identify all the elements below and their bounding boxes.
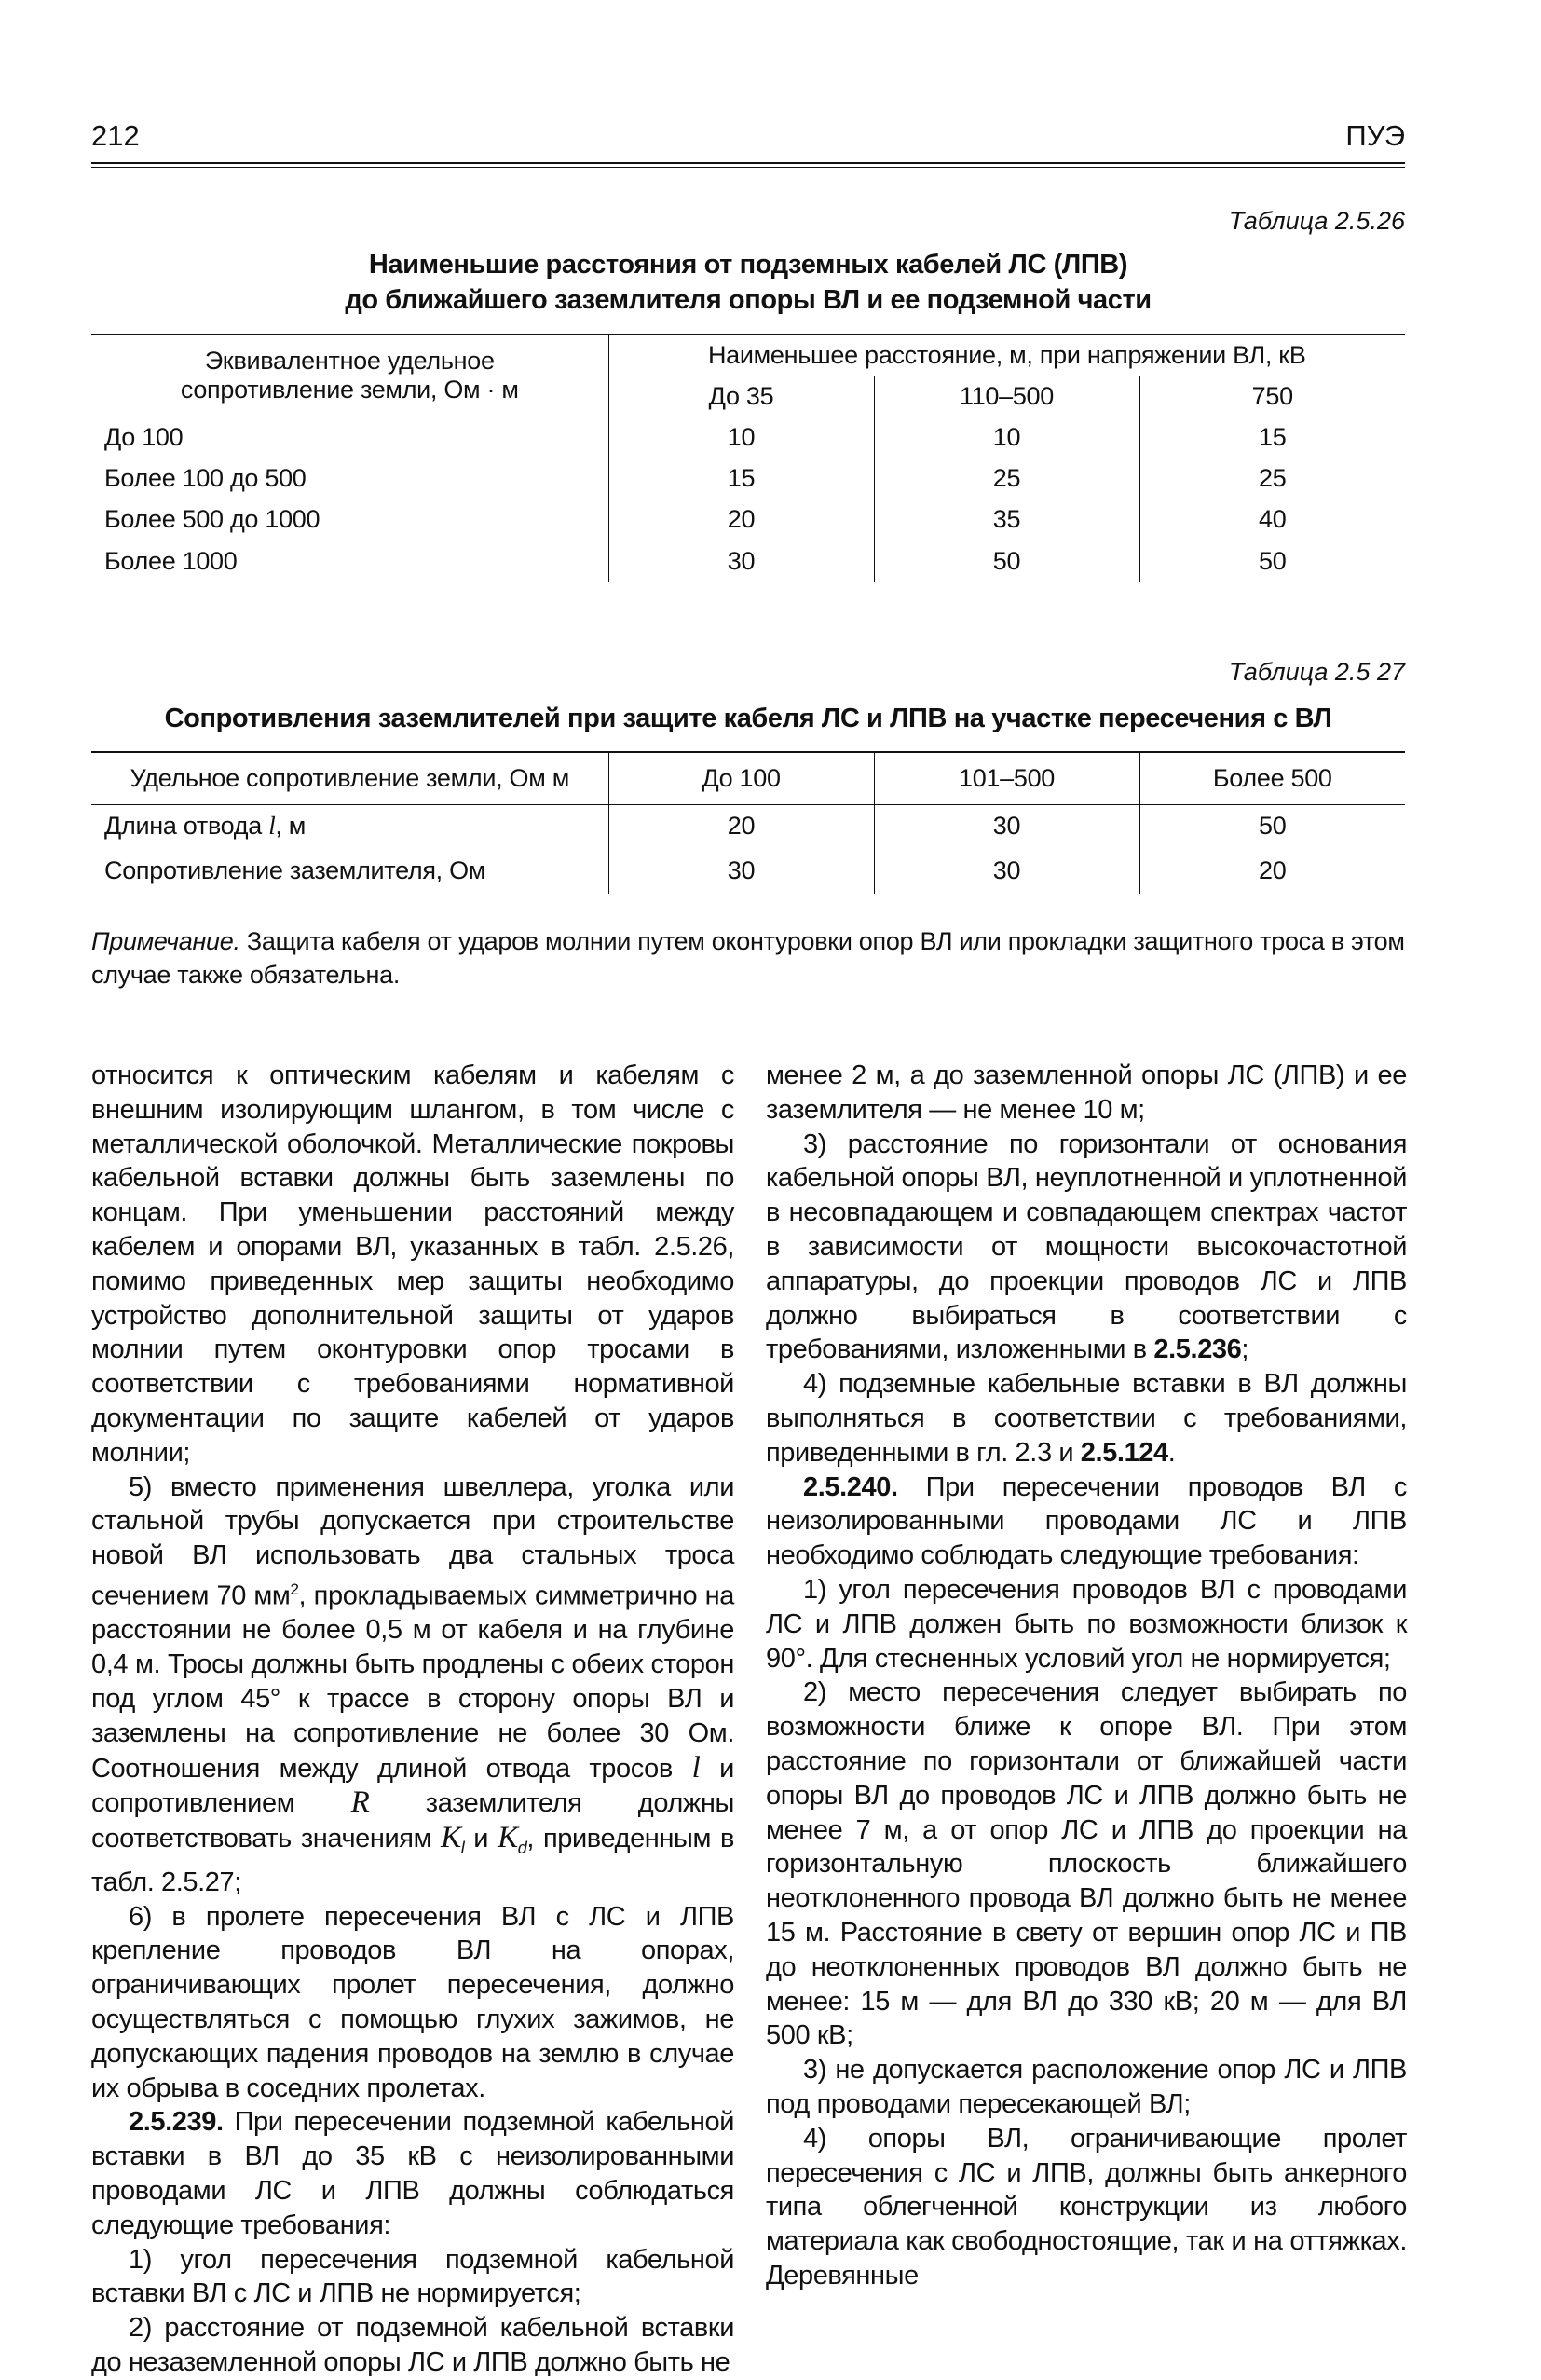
paragraph: 1) угол пересечения подземной кабельной вставки ВЛ с ЛС и ЛПВ не нормируется;	[91, 2244, 734, 2309]
column-header: 750	[1139, 376, 1405, 417]
paragraph: 2) расстояние от подземной кабельной вставки до незаземленной опоры ЛС и ЛПВ должно быть не	[91, 2313, 734, 2377]
row-label: Сопротивление заземлителя, Ом	[104, 855, 486, 884]
table-cell: 20	[608, 804, 874, 847]
paragraph	[766, 1128, 1407, 1368]
row-label: Более 100 до 500	[104, 463, 307, 492]
table-cell: 30	[874, 804, 1139, 847]
table-title	[91, 247, 1405, 318]
table-cell: 20	[1139, 847, 1405, 894]
table-cell: 25	[874, 458, 1139, 499]
column-header-line: Эквивалентное удельное	[204, 347, 495, 376]
row-label-unit: , м	[275, 811, 307, 840]
column-header: 110–500	[874, 376, 1139, 417]
text-run: 5) вместо применения швеллера, уголка или стальной трубы допускается при строительстве новой ВЛ использовать два стальных троса сечением 70 мм	[91, 1471, 734, 1611]
subscript: l	[460, 1838, 465, 1857]
paragraph: 2) место пересечения следует выбирать по возможности ближе к опоре ВЛ. При этом расстояние по горизонтали от ближайшей части опоры ВЛ до проводов ЛС и ЛПВ должно быть не менее 7 м, а от опор ЛС и ЛПВ до проекции на горизонтальную плоскость ближайшего неотклоненного провода ВЛ должно быть не менее 15 м. Расстояние в свету от вершин опор ЛС и ПВ до неотклоненных проводов ВЛ должно быть не менее: 15 м — для ВЛ до 330 кВ; 20 м — для ВЛ 500 кВ;	[766, 1677, 1407, 2051]
row-label	[91, 804, 608, 847]
table-cell: 50	[874, 540, 1139, 582]
table-row	[91, 847, 1405, 894]
column-header: Удельное сопротивление земли, Ом м	[91, 752, 608, 804]
paragraph	[91, 1470, 734, 1900]
row-label: До 100	[104, 422, 184, 451]
table-title: Сопротивления заземлителей при защите кабеля ЛС и ЛПВ на участке пересечения с ВЛ	[164, 704, 1332, 733]
page-header	[91, 119, 1405, 162]
note-text: Защита кабеля от ударов молнии путем оконтуровки опор ВЛ или прокладки защитного троса в этом случае также обязательна.	[91, 927, 1405, 989]
paragraph: менее 2 м, а до заземленной опоры ЛС (ЛПВ) и ее заземлителя — не менее 10 м;	[766, 1060, 1407, 1125]
column-header	[91, 335, 608, 417]
table-min-distances	[91, 334, 1405, 582]
column-group-header: Наименьшее расстояние, м, при напряжении ВЛ, кВ	[608, 335, 1405, 376]
variable-symbol: R	[350, 1785, 370, 1820]
text-run: , приведенным в табл. 2.5.27;	[91, 1824, 734, 1897]
book-title: ПУЭ	[1345, 119, 1405, 152]
page-number: 212	[91, 119, 140, 152]
column-header: До 35	[608, 376, 874, 417]
table-row	[91, 804, 1405, 847]
column-header-line: сопротивление земли, Ом · м	[180, 376, 519, 404]
table-cell: 50	[1139, 804, 1405, 847]
text-run: При пересечении проводов ВЛ с неизолированными проводами ЛС и ЛПВ необходимо соблюдать следующие требования:	[766, 1471, 1407, 1571]
clause-number: 2.5.240.	[803, 1471, 898, 1502]
variable-symbol: l	[268, 811, 276, 840]
clause-number: 2.5.239.	[129, 2107, 224, 2138]
text-run: заземлителя должны соответствовать значениям	[91, 1788, 734, 1854]
table-row	[91, 499, 1405, 540]
column-header: Более 500	[1139, 752, 1405, 804]
table-cell: 20	[608, 499, 874, 540]
header-rule-thin	[91, 167, 1405, 168]
table-cell: 25	[1139, 458, 1405, 499]
row-label-text: Длина отвода	[104, 811, 269, 840]
subscript: d	[517, 1838, 527, 1857]
table-cell: 40	[1139, 499, 1405, 540]
table-cell: 15	[608, 458, 874, 499]
table-cell: 30	[874, 847, 1139, 894]
clause-reference: 2.5.124	[1080, 1437, 1168, 1468]
table-row	[91, 540, 1405, 582]
paragraph	[766, 1367, 1407, 1470]
variable-symbol: l	[691, 1750, 701, 1785]
text-run: и сопротивлением	[91, 1753, 734, 1819]
table-ground-resistance	[91, 751, 1405, 894]
table-cell: 50	[1139, 540, 1405, 582]
paragraph	[766, 1470, 1407, 1573]
table-row	[91, 458, 1405, 499]
clause-reference: 2.5.236	[1153, 1334, 1242, 1365]
table-label: Таблица 2.5 27	[1228, 658, 1405, 686]
paragraph	[91, 2105, 734, 2242]
table-title-line: до ближайшего заземлителя опоры ВЛ и ее подземной части	[345, 285, 1152, 315]
paragraph: 1) угол пересечения проводов ВЛ с проводами ЛС и ЛПВ должен быть по возможности близок к 90°. Для стесненных условий угол не нормируется;	[766, 1574, 1407, 1674]
variable-symbol: K	[441, 1821, 461, 1855]
text-run: 3) расстояние по горизонтали от основания кабельной опоры ВЛ, неуплотненной и уплотненной в несовпадающем и совпадающем спектрах частот в зависимости от мощности высокочастотной аппаратуры, до проекции проводов ЛС и ЛПВ должно выбираться в соответствии с требованиями, изложенными в	[766, 1128, 1407, 1365]
table-cell: 30	[608, 540, 874, 582]
column-header: 101–500	[874, 752, 1139, 804]
row-label: Более 1000	[104, 546, 238, 575]
text-run: 4) подземные кабельные вставки в ВЛ должны выполняться в соответствии с требованиями, приведенными в гл. 2.3 и	[766, 1369, 1407, 1468]
text-run: ;	[1241, 1334, 1249, 1365]
text-run: При пересечении подземной кабельной вставки в ВЛ до 35 кВ с неизолированными проводами ЛС и ЛПВ должны соблюдаться следующие требования:	[91, 2107, 734, 2240]
header-rule	[91, 162, 1405, 164]
table-title-line: Наименьшие расстояния от подземных кабелей ЛС (ЛПВ)	[368, 250, 1128, 280]
text-run: , прокладываемых симметрично на расстоянии не более 0,5 м от кабеля и на глубине 0,4 м. Тросы должны быть продлены с обеих сторон под углом 45° к трассе в сторону опоры ВЛ и заземлены на сопротивление не более 30 Ом. Соотношения между длиной отвода тросов	[91, 1580, 734, 1784]
text-run: .	[1167, 1437, 1176, 1468]
superscript: 2	[290, 1580, 299, 1598]
paragraph: относится к оптическим кабелям и кабелям с внешним изолирующим шлангом, в том числе с металлической оболочкой. Металлические покровы кабельной вставки должны быть заземлены по концам. При уменьшении расстояний между кабелем и опорами ВЛ, указанных в табл. 2.5.26, помимо приведенных мер защиты необходимо устройство дополнительной защиты от ударов молнии путем оконтуровки опор тросами в соответствии с требованиями нормативной документации по защите кабелей от ударов молнии;	[91, 1060, 734, 1468]
table-label: Таблица 2.5.26	[1228, 207, 1405, 235]
table-cell: 10	[874, 417, 1139, 458]
row-label: Более 500 до 1000	[104, 504, 320, 533]
column-header: До 100	[608, 752, 874, 804]
table-row	[91, 417, 1405, 458]
table-cell: 10	[608, 417, 874, 458]
paragraph: 6) в пролете пересечения ВЛ с ЛС и ЛПВ крепление проводов ВЛ на опорах, ограничивающих пролет пересечения, должно осуществляться с помощью глухих зажимов, не допускающих падения проводов на землю в случае их обрыва в соседних пролетах.	[91, 1901, 734, 2103]
variable-symbol: K	[498, 1821, 518, 1855]
paragraph: 3) не допускается расположение опор ЛС и ЛПВ под проводами пересекающей ВЛ;	[766, 2055, 1407, 2119]
text-run: и	[464, 1824, 498, 1854]
paragraph: 4) опоры ВЛ, ограничивающие пролет пересечения с ЛС и ЛПВ, должны быть анкерного типа облегченной конструкции из любого материала как свободностоящие, так и на оттяжках. Деревянные	[766, 2123, 1407, 2291]
text-column-left	[91, 1059, 734, 2380]
table-note	[91, 924, 1407, 992]
table-cell: 30	[608, 847, 874, 894]
table-cell: 15	[1139, 417, 1405, 458]
table-cell: 35	[874, 499, 1139, 540]
text-column-right	[766, 1059, 1407, 2293]
note-label: Примечание.	[91, 927, 240, 955]
